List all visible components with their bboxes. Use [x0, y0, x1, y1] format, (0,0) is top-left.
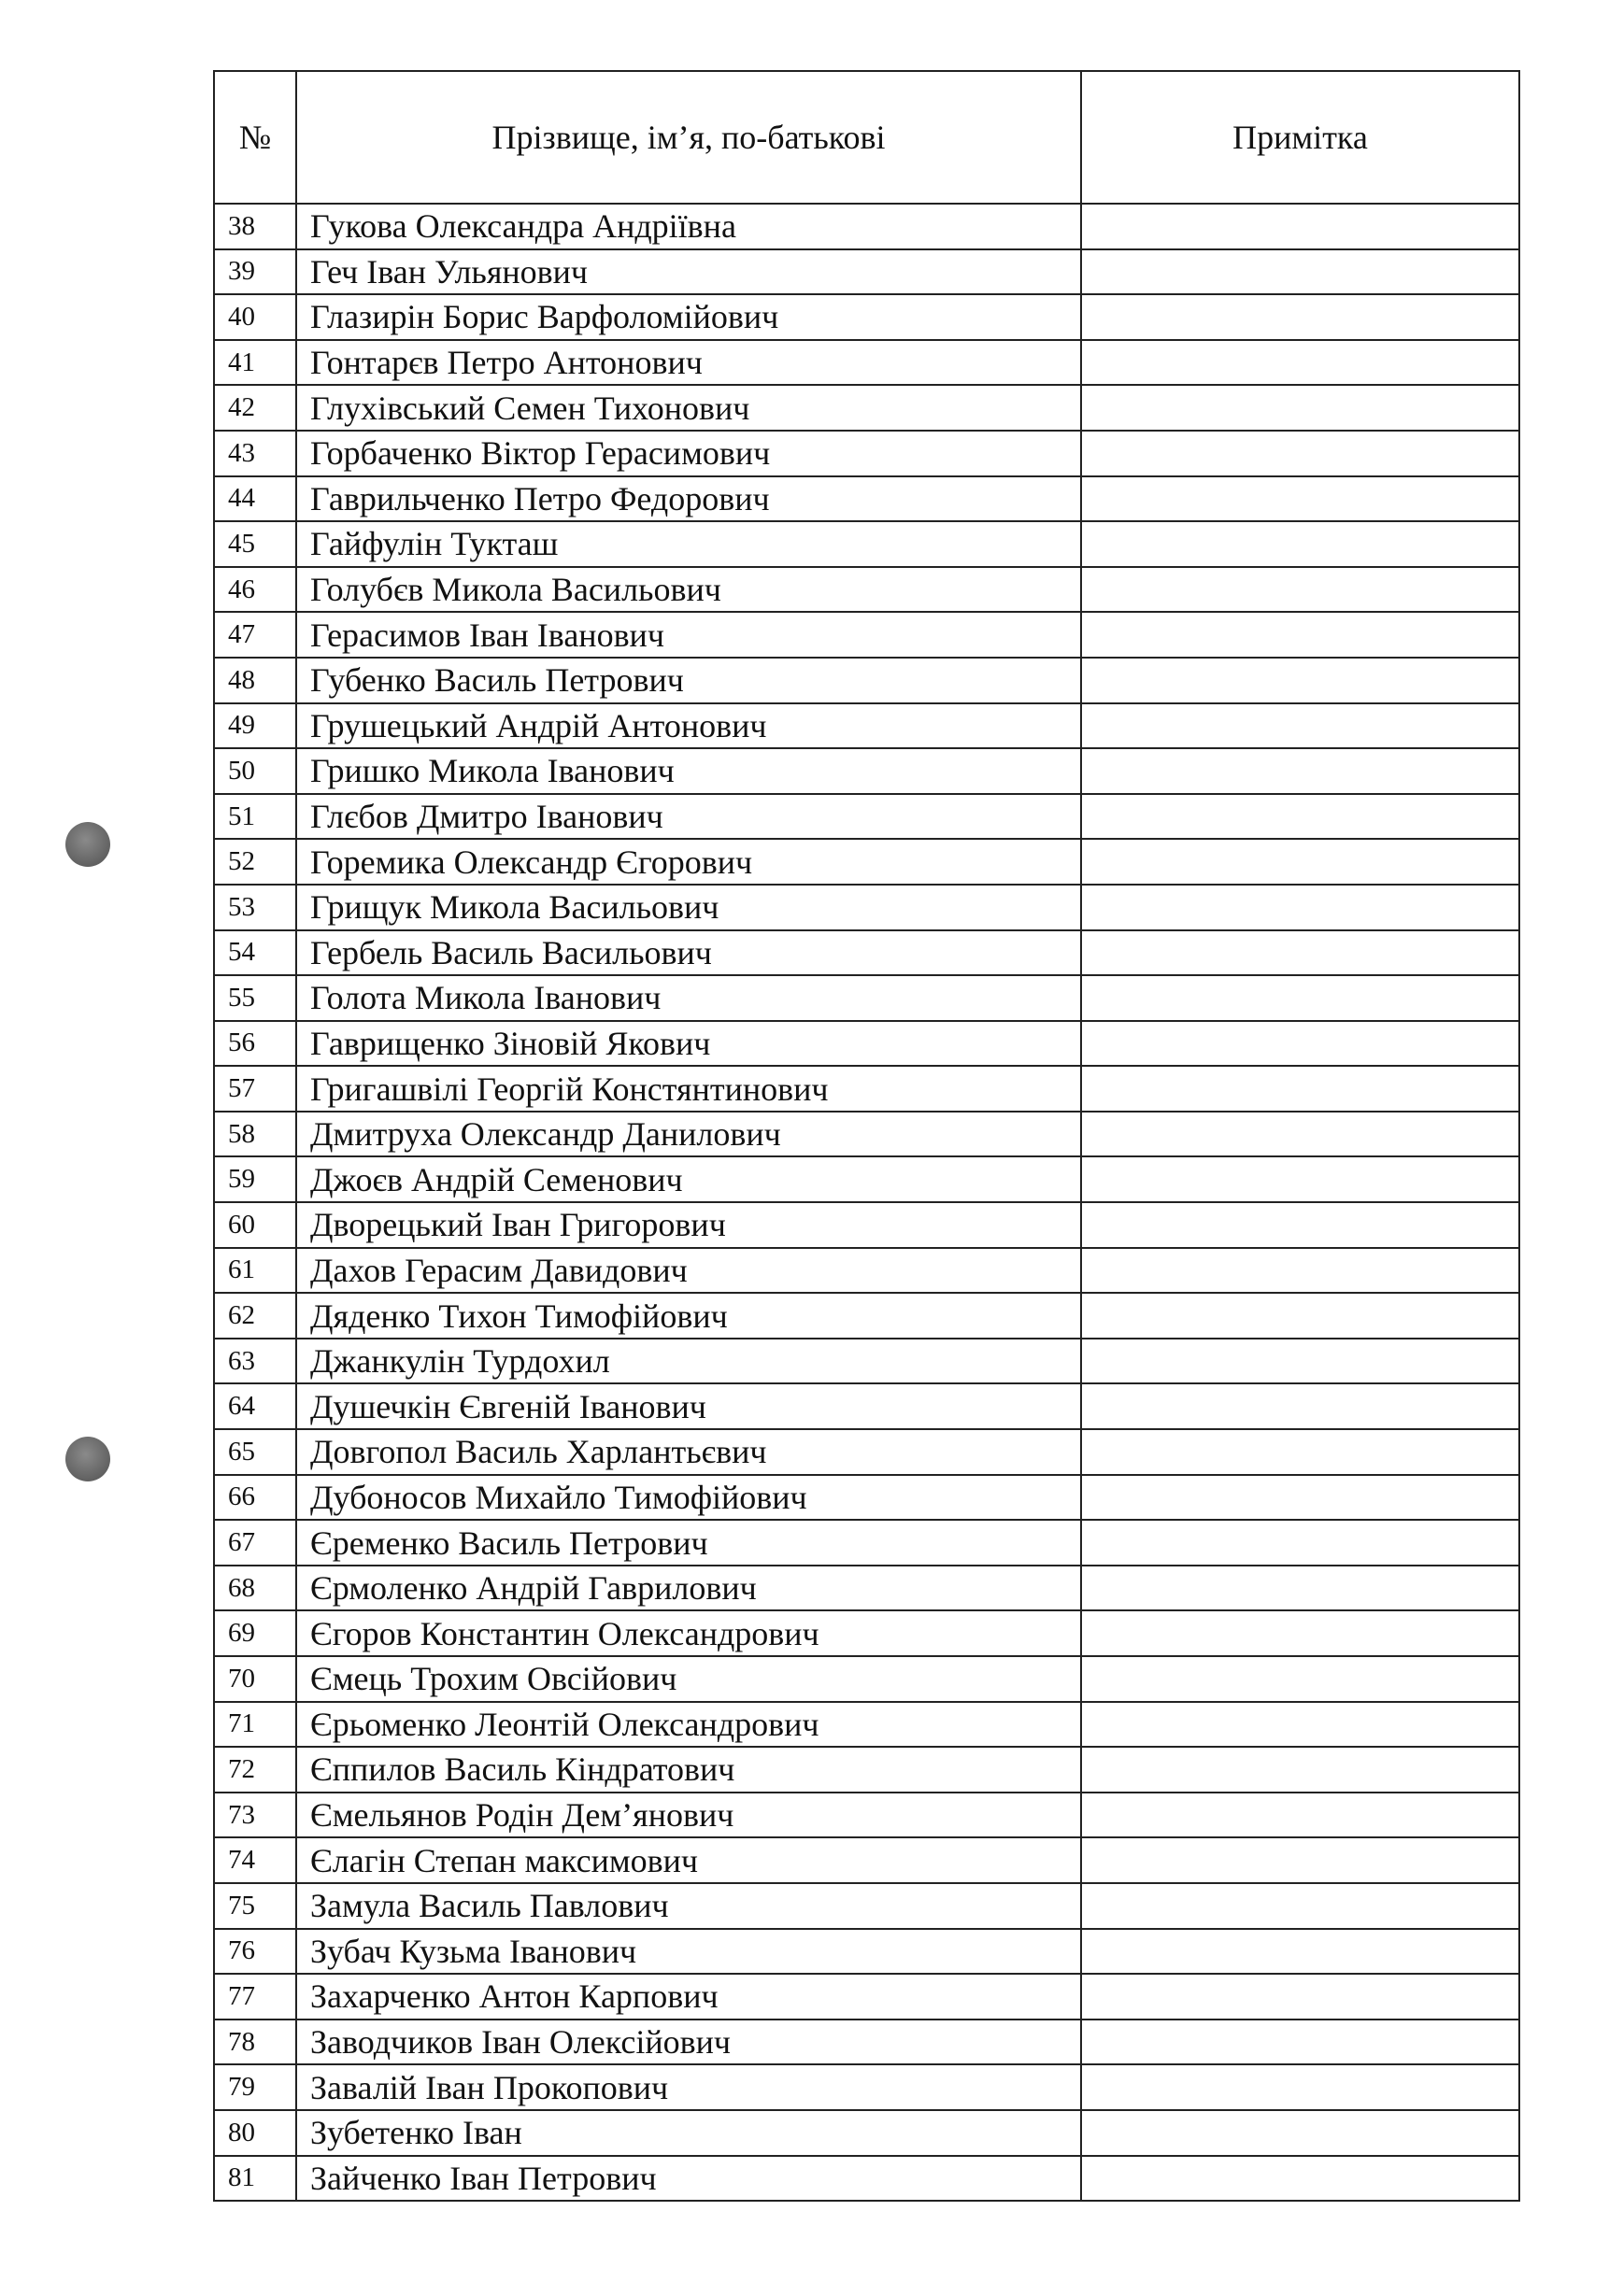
row-number-cell: 44 [214, 476, 296, 522]
name-register-table [213, 70, 1520, 2202]
table-row [214, 431, 1519, 476]
row-number-cell: 69 [214, 1610, 296, 1656]
note-cell [1081, 1475, 1519, 1521]
note-column-header: Примітка [1081, 71, 1519, 204]
full-name-cell: Єгоров Константин Олександрович [296, 1610, 1081, 1656]
note-cell [1081, 839, 1519, 885]
table-row [214, 1112, 1519, 1157]
note-cell [1081, 658, 1519, 703]
full-name-cell: Заводчиков Іван Олексійович [296, 2020, 1081, 2065]
row-number-cell: 70 [214, 1656, 296, 1702]
full-name-cell: Зубач Кузьма Іванович [296, 1929, 1081, 1975]
full-name-cell: Замула Василь Павлович [296, 1883, 1081, 1929]
table-row [214, 521, 1519, 567]
row-number-cell: 45 [214, 521, 296, 567]
note-cell [1081, 748, 1519, 794]
table-row [214, 1702, 1519, 1748]
table-row [214, 1520, 1519, 1566]
row-number-cell: 66 [214, 1475, 296, 1521]
row-number-cell: 72 [214, 1747, 296, 1793]
note-cell [1081, 1837, 1519, 1883]
note-cell [1081, 612, 1519, 658]
table-row [214, 1248, 1519, 1294]
full-name-cell: Захарченко Антон Карпович [296, 1974, 1081, 2020]
note-cell [1081, 1610, 1519, 1656]
binder-punch-hole [65, 1437, 110, 1481]
row-number-cell: 43 [214, 431, 296, 476]
note-cell [1081, 1429, 1519, 1475]
table-row [214, 1156, 1519, 1202]
full-name-cell: Глухівський Семен Тихонович [296, 385, 1081, 431]
full-name-cell: Зубетенко Іван [296, 2110, 1081, 2156]
table-row [214, 2064, 1519, 2110]
table-row [214, 1793, 1519, 1838]
note-cell [1081, 1156, 1519, 1202]
full-name-cell: Зайченко Іван Петрович [296, 2156, 1081, 2202]
table-row [214, 294, 1519, 340]
table-row [214, 975, 1519, 1021]
row-number-cell: 42 [214, 385, 296, 431]
table-row [214, 1974, 1519, 2020]
row-number-cell: 79 [214, 2064, 296, 2110]
table-row [214, 340, 1519, 386]
note-cell [1081, 1112, 1519, 1157]
note-cell [1081, 975, 1519, 1021]
note-cell [1081, 1702, 1519, 1748]
row-number-cell: 50 [214, 748, 296, 794]
note-cell [1081, 249, 1519, 295]
table-row [214, 612, 1519, 658]
row-number-cell: 52 [214, 839, 296, 885]
note-cell [1081, 1202, 1519, 1248]
row-number-cell: 63 [214, 1339, 296, 1384]
full-name-cell: Грушецький Андрій Антонович [296, 703, 1081, 749]
row-number-cell: 78 [214, 2020, 296, 2065]
row-number-cell: 81 [214, 2156, 296, 2202]
full-name-column-header: Прізвище, ім’я, по-батькові [296, 71, 1081, 204]
full-name-cell: Дяденко Тихон Тимофійович [296, 1293, 1081, 1339]
row-number-cell: 60 [214, 1202, 296, 1248]
row-number-cell: 73 [214, 1793, 296, 1838]
full-name-cell: Гришко Микола Іванович [296, 748, 1081, 794]
row-number-cell: 39 [214, 249, 296, 295]
note-cell [1081, 521, 1519, 567]
table-row [214, 249, 1519, 295]
note-cell [1081, 703, 1519, 749]
full-name-cell: Дворецький Іван Григорович [296, 1202, 1081, 1248]
full-name-cell: Дмитруха Олександр Данилович [296, 1112, 1081, 1157]
full-name-cell: Гукова Олександра Андріївна [296, 204, 1081, 249]
full-name-cell: Джанкулін Турдохил [296, 1339, 1081, 1384]
full-name-cell: Голота Микола Іванович [296, 975, 1081, 1021]
number-column-header: № [214, 71, 296, 204]
table-row [214, 794, 1519, 840]
table-row [214, 2156, 1519, 2202]
row-number-cell: 74 [214, 1837, 296, 1883]
table-row [214, 1293, 1519, 1339]
note-cell [1081, 1883, 1519, 1929]
row-number-cell: 58 [214, 1112, 296, 1157]
row-number-cell: 61 [214, 1248, 296, 1294]
table-row [214, 1021, 1519, 1067]
full-name-cell: Голубєв Микола Васильович [296, 567, 1081, 613]
row-number-cell: 46 [214, 567, 296, 613]
full-name-cell: Гаврильченко Петро Федорович [296, 476, 1081, 522]
table-body [214, 204, 1519, 2201]
table-row [214, 2020, 1519, 2065]
table-row [214, 839, 1519, 885]
row-number-cell: 75 [214, 1883, 296, 1929]
note-cell [1081, 1021, 1519, 1067]
note-cell [1081, 204, 1519, 249]
note-cell [1081, 1656, 1519, 1702]
row-number-cell: 71 [214, 1702, 296, 1748]
row-number-cell: 68 [214, 1566, 296, 1611]
row-number-cell: 38 [214, 204, 296, 249]
table-row [214, 1475, 1519, 1521]
row-number-cell: 64 [214, 1383, 296, 1429]
row-number-cell: 51 [214, 794, 296, 840]
note-cell [1081, 1383, 1519, 1429]
full-name-cell: Григашвілі Георгій Констянтинович [296, 1066, 1081, 1112]
full-name-cell: Завалій Іван Прокопович [296, 2064, 1081, 2110]
note-cell [1081, 1293, 1519, 1339]
row-number-cell: 41 [214, 340, 296, 386]
row-number-cell: 67 [214, 1520, 296, 1566]
table-row [214, 567, 1519, 613]
row-number-cell: 57 [214, 1066, 296, 1112]
full-name-cell: Єременко Василь Петрович [296, 1520, 1081, 1566]
note-cell [1081, 1066, 1519, 1112]
full-name-cell: Душечкін Євгеній Іванович [296, 1383, 1081, 1429]
note-cell [1081, 885, 1519, 930]
row-number-cell: 49 [214, 703, 296, 749]
full-name-cell: Глєбов Дмитро Іванович [296, 794, 1081, 840]
table-row [214, 1610, 1519, 1656]
table-row [214, 204, 1519, 249]
table-row [214, 658, 1519, 703]
row-number-cell: 48 [214, 658, 296, 703]
table-row [214, 1837, 1519, 1883]
note-cell [1081, 1339, 1519, 1384]
note-cell [1081, 1793, 1519, 1838]
note-cell [1081, 794, 1519, 840]
note-cell [1081, 2156, 1519, 2202]
table-row [214, 1429, 1519, 1475]
table-row [214, 1339, 1519, 1384]
note-cell [1081, 476, 1519, 522]
full-name-cell: Горемика Олександр Єгорович [296, 839, 1081, 885]
row-number-cell: 47 [214, 612, 296, 658]
table-row [214, 385, 1519, 431]
full-name-cell: Гербель Василь Васильович [296, 930, 1081, 976]
full-name-cell: Глазирін Борис Варфоломійович [296, 294, 1081, 340]
row-number-cell: 53 [214, 885, 296, 930]
full-name-cell: Геч Іван Ульянович [296, 249, 1081, 295]
row-number-cell: 55 [214, 975, 296, 1021]
note-cell [1081, 2020, 1519, 2065]
note-cell [1081, 2110, 1519, 2156]
note-cell [1081, 1974, 1519, 2020]
note-cell [1081, 1248, 1519, 1294]
full-name-cell: Горбаченко Віктор Герасимович [296, 431, 1081, 476]
row-number-cell: 76 [214, 1929, 296, 1975]
full-name-cell: Ємець Трохим Овсійович [296, 1656, 1081, 1702]
binder-punch-hole [65, 822, 110, 867]
table-row [214, 1566, 1519, 1611]
row-number-cell: 80 [214, 2110, 296, 2156]
table-row [214, 1656, 1519, 1702]
note-cell [1081, 385, 1519, 431]
row-number-cell: 65 [214, 1429, 296, 1475]
table-row [214, 1883, 1519, 1929]
note-cell [1081, 567, 1519, 613]
full-name-cell: Герасимов Іван Іванович [296, 612, 1081, 658]
note-cell [1081, 431, 1519, 476]
row-number-cell: 54 [214, 930, 296, 976]
full-name-cell: Гайфулін Тукташ [296, 521, 1081, 567]
full-name-cell: Ємельянов Родін Дем’янович [296, 1793, 1081, 1838]
table-row [214, 1202, 1519, 1248]
full-name-cell: Гаврищенко Зіновій Якович [296, 1021, 1081, 1067]
row-number-cell: 77 [214, 1974, 296, 2020]
full-name-cell: Джоєв Андрій Семенович [296, 1156, 1081, 1202]
note-cell [1081, 1747, 1519, 1793]
full-name-cell: Дубоносов Михайло Тимофійович [296, 1475, 1081, 1521]
table-row [214, 1747, 1519, 1793]
full-name-cell: Єлагін Степан максимович [296, 1837, 1081, 1883]
row-number-cell: 59 [214, 1156, 296, 1202]
table-row [214, 885, 1519, 930]
note-cell [1081, 1566, 1519, 1611]
table-row [214, 1066, 1519, 1112]
full-name-cell: Єрьоменко Леонтій Олександрович [296, 1702, 1081, 1748]
note-cell [1081, 930, 1519, 976]
note-cell [1081, 1929, 1519, 1975]
table-row [214, 476, 1519, 522]
table-row [214, 1929, 1519, 1975]
full-name-cell: Губенко Василь Петрович [296, 658, 1081, 703]
note-cell [1081, 294, 1519, 340]
table-row [214, 1383, 1519, 1429]
full-name-cell: Єрмоленко Андрій Гаврилович [296, 1566, 1081, 1611]
row-number-cell: 40 [214, 294, 296, 340]
table-row [214, 748, 1519, 794]
header-row [214, 71, 1519, 204]
row-number-cell: 62 [214, 1293, 296, 1339]
note-cell [1081, 2064, 1519, 2110]
note-cell [1081, 1520, 1519, 1566]
row-number-cell: 56 [214, 1021, 296, 1067]
full-name-cell: Довгопол Василь Харлантьєвич [296, 1429, 1081, 1475]
full-name-cell: Гонтарєв Петро Антонович [296, 340, 1081, 386]
note-cell [1081, 340, 1519, 386]
table-row [214, 703, 1519, 749]
full-name-cell: Дахов Герасим Давидович [296, 1248, 1081, 1294]
full-name-cell: Єппилов Василь Кіндратович [296, 1747, 1081, 1793]
table-row [214, 930, 1519, 976]
full-name-cell: Грищук Микола Васильович [296, 885, 1081, 930]
table-row [214, 2110, 1519, 2156]
